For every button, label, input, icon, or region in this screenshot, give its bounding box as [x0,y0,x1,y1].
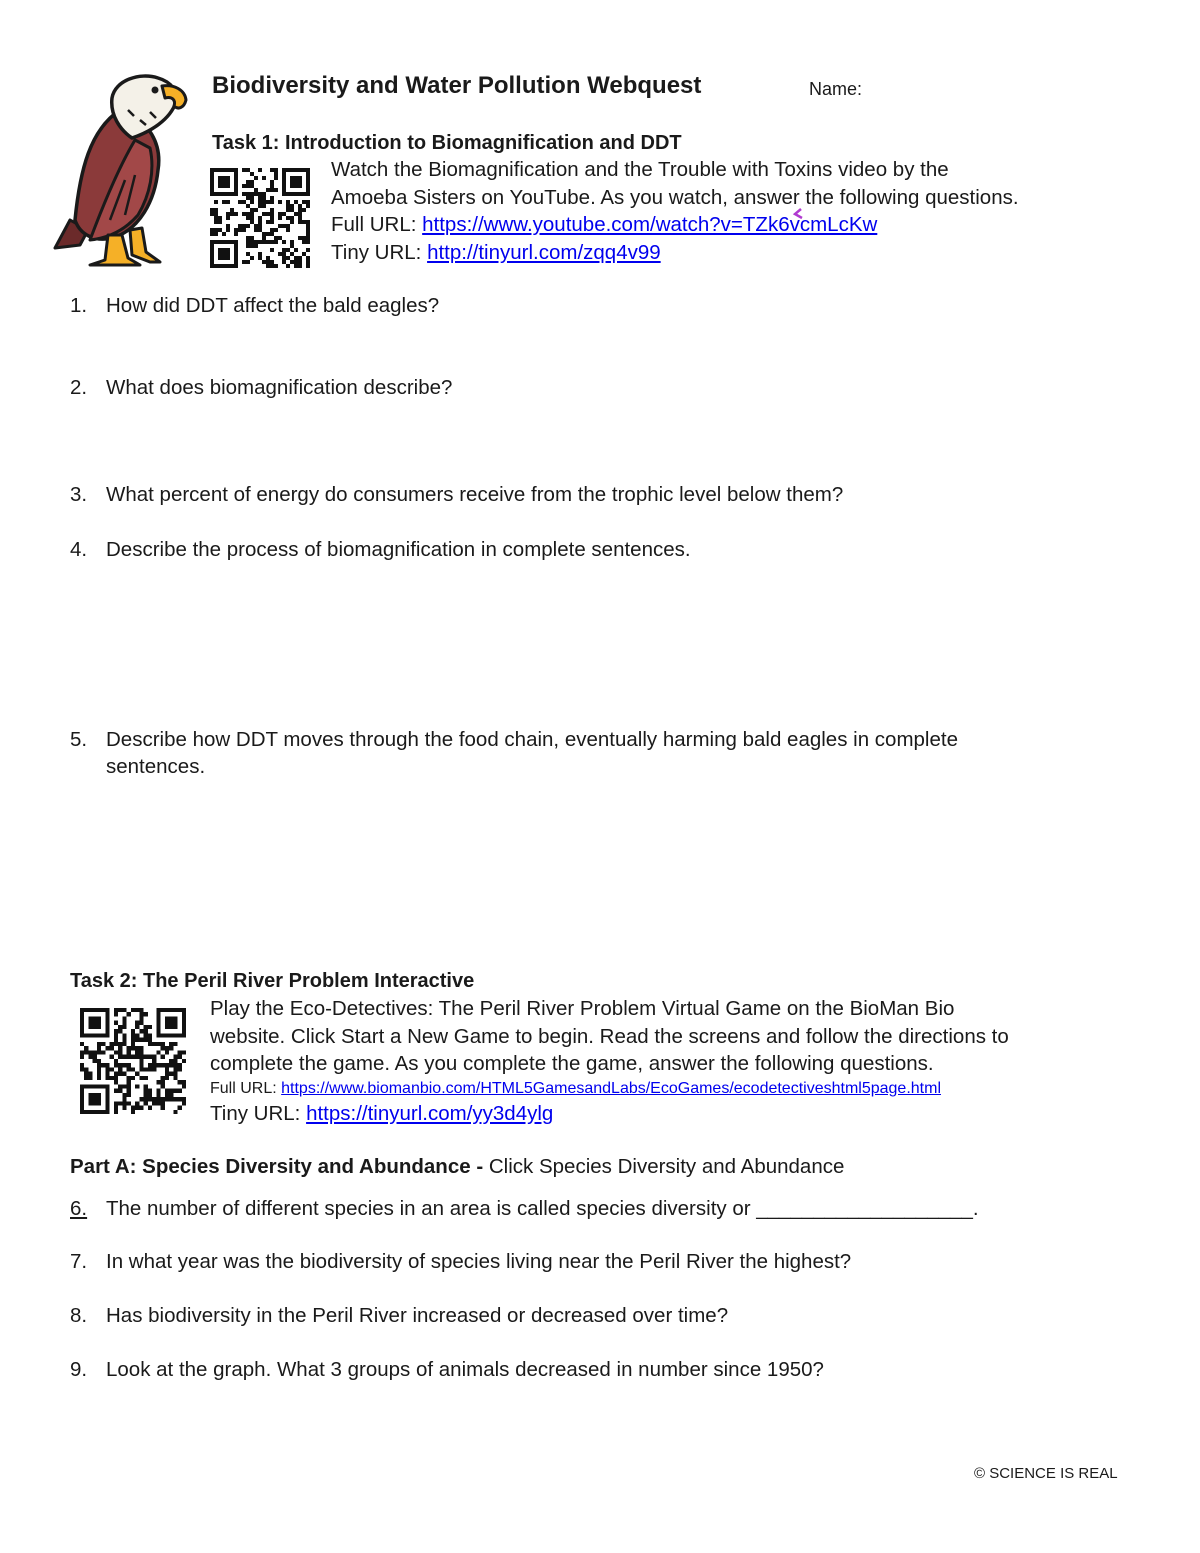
question-number: 9. [70,1358,88,1381]
cursor-mark-icon [792,207,806,221]
part-a-instruction: Click Species Diversity and Abundance [488,1155,845,1178]
question-text: What does biomagnification describe? [106,376,453,399]
task2-line2: website. Click Start a New Game to begin. Read the screens and follow the directions to [210,1024,1009,1048]
question-number: 2. [70,376,88,399]
task2-full-url-row [210,1078,1009,1100]
question-number: 7. [70,1250,88,1273]
question-text: Look at the graph. What 3 groups of animals decreased in number since 1950? [106,1358,824,1381]
question-number: 6. [70,1197,88,1220]
question-5 [70,726,1170,784]
tiny-url-label: Tiny URL: [210,1101,307,1125]
task2-instructions [210,995,1009,1127]
question-number: 8. [70,1304,88,1327]
question-9 [70,1356,1170,1386]
full-url-label: Full URL: [210,1079,282,1097]
question-number: 1. [70,294,88,317]
task1-full-url-link[interactable]: https://www.youtube.com/watch?v=TZk6vcmLcKw [422,213,878,236]
task2-full-url-link[interactable]: https://www.biomanbio.com/HTML5GamesandLabs/EcoGames/ecodetectiveshtml5page.html [281,1079,941,1097]
part-a-dash: - [470,1155,489,1178]
question-number: 5. [70,728,88,751]
copyright-footer: © SCIENCE IS REAL [974,1465,1118,1482]
task1-line2: Amoeba Sisters on YouTube. As you watch, answer the following questions. [331,185,1019,209]
question-1 [70,292,1170,322]
full-url-label: Full URL: [331,213,423,236]
question-text: Describe the process of biomagnification in complete sentences. [106,538,691,561]
question-number: 4. [70,538,88,561]
question-text: In what year was the biodiversity of species living near the Peril River the highest? [106,1250,852,1273]
task1-qr-code-icon [210,168,310,268]
question-8 [70,1302,1170,1332]
task1-tiny-url-row [331,239,1019,267]
task1-tiny-url-link[interactable]: http://tinyurl.com/zqq4v99 [427,240,661,264]
task1-line1: Watch the Biomagnification and the Trouble with Toxins video by the [331,158,949,181]
question-6 [70,1195,1170,1225]
task2-qr-code-icon [80,1008,186,1114]
task2-heading: Task 2: The Peril River Problem Interactive [70,970,475,992]
task1-heading: Task 1: Introduction to Biomagnification and DDT [212,132,682,154]
question-text: The number of different species in an area is called species diversity or ___________________. [106,1197,979,1220]
page-title: Biodiversity and Water Pollution Webquest [212,72,702,99]
task1-instructions [331,156,1019,266]
question-3 [70,481,1170,511]
task2-line1: Play the Eco-Detectives: The Peril River Problem Virtual Game on the BioMan Bio [210,997,955,1020]
question-4 [70,536,1170,566]
question-7 [70,1248,1170,1278]
question-2 [70,374,1170,404]
question-text: Describe how DDT moves through the food chain, eventually harming bald eagles in complete [106,728,958,751]
question-text: What percent of energy do consumers receive from the trophic level below them? [106,483,844,506]
bald-eagle-illustration [50,70,190,270]
tiny-url-label: Tiny URL: [331,240,428,264]
name-label: Name: [809,79,863,99]
question-text-continued: sentences. [106,755,206,778]
task2-line3: complete the game. As you complete the game, answer the following questions. [210,1052,934,1075]
part-a-row [70,1153,844,1181]
question-number: 3. [70,483,88,506]
task2-tiny-url-row [210,1100,1009,1128]
task1-full-url-row [331,211,1019,239]
task2-tiny-url-link[interactable]: https://tinyurl.com/yy3d4ylg [306,1101,554,1125]
question-text: Has biodiversity in the Peril River increased or decreased over time? [106,1304,729,1327]
part-a-heading: Part A: Species Diversity and Abundance [70,1155,471,1178]
question-text: How did DDT affect the bald eagles? [106,294,440,317]
